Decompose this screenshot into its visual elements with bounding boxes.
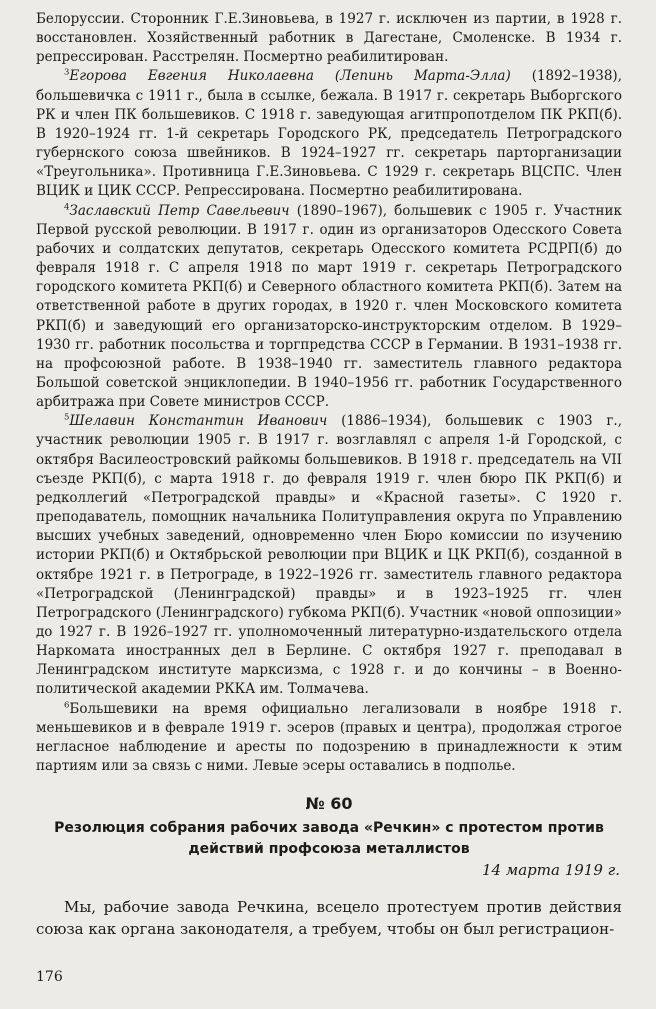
footnote-text: (1892–1938), большевичка с 1911 г., была в ссылке, бежала. В 1917 г. секретарь Выборгского РК и член ПК большевиков. С 1918 г. заведующая агитпропотделом ПК РКП(б). В 1920–1924 гг. 1-й секретарь Городского РК, председатель Петроградского губернского союза швейников. В 1924–1927 гг. секретарь парторганизации «Треугольника». Противница Г.Е.Зиновьева. С 1929 г. секретарь ВЦСПС. Член ВЦИК и ЦИК СССР. Репрессирована. Посмертно реабилитирована.: [36, 68, 622, 200]
document-title: Резолюция собрания рабочих завода «Речкин» с протестом против действий профсоюза металлистов: [54, 820, 604, 857]
footnote-5: [36, 412, 622, 699]
footnote-continuation: [36, 10, 622, 67]
document-number: № 60: [305, 794, 353, 813]
footnote-marker: 6: [64, 700, 70, 711]
document-body: Мы, рабочие завода Речкина, всецело протестуем против действия союза как органа законодателя, а требуем, чтобы он был регистрацион-: [36, 898, 622, 938]
footnote-marker: 4: [64, 202, 70, 213]
footnote-6: [36, 700, 622, 777]
footnote-marker: 3: [64, 67, 70, 78]
footnote-marker: 5: [64, 412, 70, 423]
document-date: 14 марта 1919 г.: [481, 861, 620, 879]
footnote-person-name: Шелавин Константин Иванович: [69, 413, 328, 430]
footnote-4: [36, 202, 622, 413]
footnote-text: (1886–1934), большевик с 1903 г., участник революции 1905 г. В 1917 г. возглавлял с апреля 1-й Городской, с октября Василеостровский райкомы большевиков. В 1918 г. председатель на VII съезде РКП(б), с марта 1918 г. до февраля 1919 г. член бюро ПК РКП(б) и редколлегий «Петроградской правды» и «Красной газеты». С 1920 г. преподаватель, помощник начальника Политуправления округа по Управлению высших учебных заведений, одновременно член Бюро комиссии по изучению истории РКП(б) и Октябрьской революции при ВЦИК и ЦК РКП(б), созданной в октябре 1921 г. в Петрограде, в 1922–1926 гг. заместитель главного редактора «Петроградской (Ленинградской) правды» и в 1923–1925 гг. член Петроградского (Ленинградского) губкома РКП(б). Участник «новой оппозиции» до 1927 г. В 1926–1927 гг. уполномоченный литературно-издательского отдела Наркомата иностранных дел в Берлине. С октября 1927 г. преподавал в Ленинградском институте марксизма, с 1928 г. и до кончины – в Военно-политической академии РККА им. Толмачева.: [36, 413, 623, 698]
page-number: 176: [36, 969, 63, 985]
footnote-person-name: Заславский Петр Савельевич: [69, 202, 290, 219]
footnote-text: Белоруссии. Сторонник Г.Е.Зиновьева, в 1927 г. исключен из партии, в 1928 г. восстановлен. Хозяйственный работник в Дагестане, Смоленске. В 1934 г. репрессирован. Расстрелян. Посмертно реабилитирован.: [36, 11, 622, 66]
footnotes: [36, 10, 622, 776]
footnote-text: Большевики на время официально легализовали в ноябре 1918 г. меньшевиков и в феврале 1919 г. эсеров (правых и центра), продолжая строгое негласное наблюдение и аресты по подозрению в принадлежности к этим партиям или за связь с ними. Левые эсеры оставались в подполье.: [36, 700, 622, 775]
footnote-text: (1890–1967), большевик с 1905 г. Участник Первой русской революции. В 1917 г. один из организаторов Одесского Совета рабочих и солдатских депутатов, секретарь Одесского комитета РСДРП(б) до февраля 1918 г. С апреля 1918 по март 1919 г. секретарь Петроградского городского комитета РКП(б) и Северного областного комитета РКП(б). Затем на ответственной работе в других городах, в 1920 г. член Московского комитета РКП(б) и заведующий его организаторско-инструкторским отделом. В 1929–1930 гг. работник посольства и торгпредства СССР в Германии. В 1931–1938 гг. на профсоюзной работе. В 1938–1940 гг. заместитель главного редактора Большой советской энциклопедии. В 1940–1956 гг. работник Государственного арбитража при Совете министров СССР.: [36, 202, 622, 411]
footnote-person-name: Егорова Евгения Николаевна (Лепинь Марта-Элла): [69, 68, 511, 85]
footnote-3: [36, 67, 622, 201]
